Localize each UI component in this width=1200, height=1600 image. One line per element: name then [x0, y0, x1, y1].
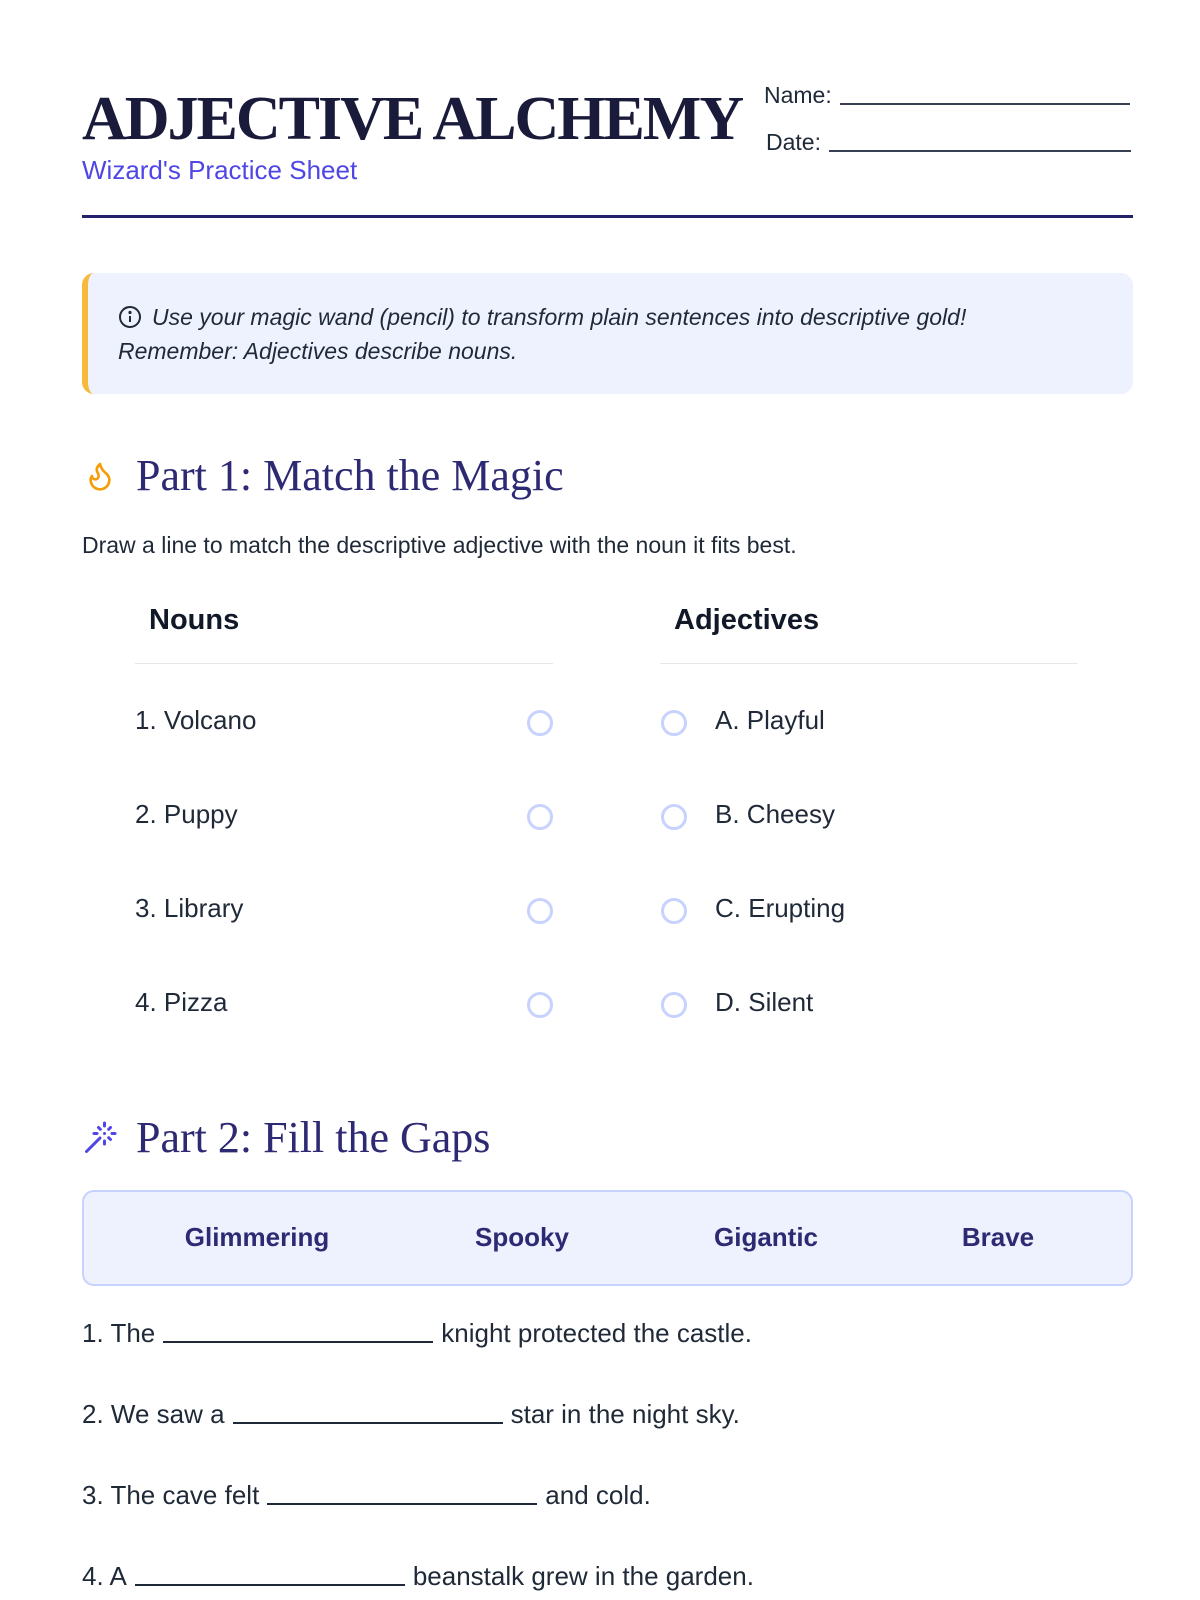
adjective-connector-dot[interactable]: [661, 710, 687, 736]
fill-sentence: [82, 1399, 740, 1430]
noun-connector-dot[interactable]: [527, 992, 553, 1018]
adjective-item: A. Playful: [715, 705, 825, 735]
flame-icon: [82, 456, 118, 496]
info-icon: [118, 305, 142, 329]
worksheet-page: [82, 0, 1133, 1600]
page-title: ADJECTIVE ALCHEMY: [82, 85, 743, 153]
noun-item: 2. Puppy: [135, 799, 238, 829]
answer-blank[interactable]: [267, 1503, 537, 1505]
match-row: [135, 890, 1080, 930]
fill-sentence: [82, 1561, 754, 1592]
header-divider: [82, 215, 1133, 218]
match-row: [135, 984, 1080, 1024]
magic-wand-icon: [82, 1118, 118, 1158]
adjective-item: C. Erupting: [715, 893, 846, 923]
answer-blank[interactable]: [135, 1584, 405, 1586]
instructions-line-1: [118, 300, 1103, 334]
part1-description: Draw a line to match the descriptive adjective with the noun it fits best.: [82, 532, 797, 558]
instructions-callout: [82, 273, 1133, 394]
part1-title: Part 1: Match the Magic: [136, 451, 564, 500]
date-label: Date:: [766, 129, 821, 155]
fill-sentence: [82, 1480, 651, 1511]
adjective-connector-dot[interactable]: [661, 992, 687, 1018]
noun-item: 4. Pizza: [135, 987, 228, 1017]
adjectives-column-header: Adjectives: [674, 604, 820, 636]
sentence-end: star in the night sky.: [510, 1399, 740, 1429]
answer-blank[interactable]: [163, 1341, 433, 1343]
nouns-column-header: Nouns: [149, 604, 240, 636]
instructions-text-1: Use your magic wand (pencil) to transform plain sentences into descriptive gold!: [152, 304, 967, 330]
name-field: [764, 82, 1130, 109]
name-label: Name:: [764, 82, 832, 108]
sentence-end: beanstalk grew in the garden.: [412, 1561, 754, 1591]
noun-connector-dot[interactable]: [527, 804, 553, 830]
word-bank-item: Brave: [961, 1222, 1035, 1252]
match-row: [135, 796, 1080, 836]
fill-sentence: [82, 1318, 752, 1349]
word-bank: [82, 1190, 1133, 1286]
name-line[interactable]: [840, 103, 1130, 105]
adjective-item: D. Silent: [715, 987, 814, 1017]
sentence-start: 2. We saw a: [82, 1399, 225, 1429]
noun-item: 1. Volcano: [135, 705, 257, 735]
noun-connector-dot[interactable]: [527, 898, 553, 924]
date-field: [766, 129, 1131, 156]
sentence-end: knight protected the castle.: [441, 1318, 752, 1348]
word-bank-item: Spooky: [475, 1222, 569, 1252]
sentence-start: 4. A: [82, 1561, 127, 1591]
adjective-item: B. Cheesy: [715, 799, 835, 829]
noun-item: 3. Library: [135, 893, 244, 923]
part2-heading: [82, 1112, 490, 1164]
adjective-connector-dot[interactable]: [661, 804, 687, 830]
noun-connector-dot[interactable]: [527, 710, 553, 736]
word-bank-item: Gigantic: [713, 1222, 819, 1252]
sentence-end: and cold.: [545, 1480, 651, 1510]
adjectives-header-rule: [660, 663, 1078, 664]
word-bank-item: Glimmering: [184, 1222, 330, 1252]
sentence-start: 1. The: [82, 1318, 156, 1348]
adjective-connector-dot[interactable]: [661, 898, 687, 924]
sentence-start: 3. The cave felt: [82, 1480, 260, 1510]
part1-heading: [82, 450, 564, 502]
answer-blank[interactable]: [233, 1422, 503, 1424]
date-line[interactable]: [829, 150, 1131, 152]
match-row: [135, 702, 1080, 742]
nouns-header-rule: [135, 663, 553, 664]
page-subtitle: Wizard's Practice Sheet: [82, 155, 358, 185]
instructions-text-2: Remember: Adjectives describe nouns.: [118, 338, 518, 364]
part2-title: Part 2: Fill the Gaps: [136, 1113, 491, 1162]
